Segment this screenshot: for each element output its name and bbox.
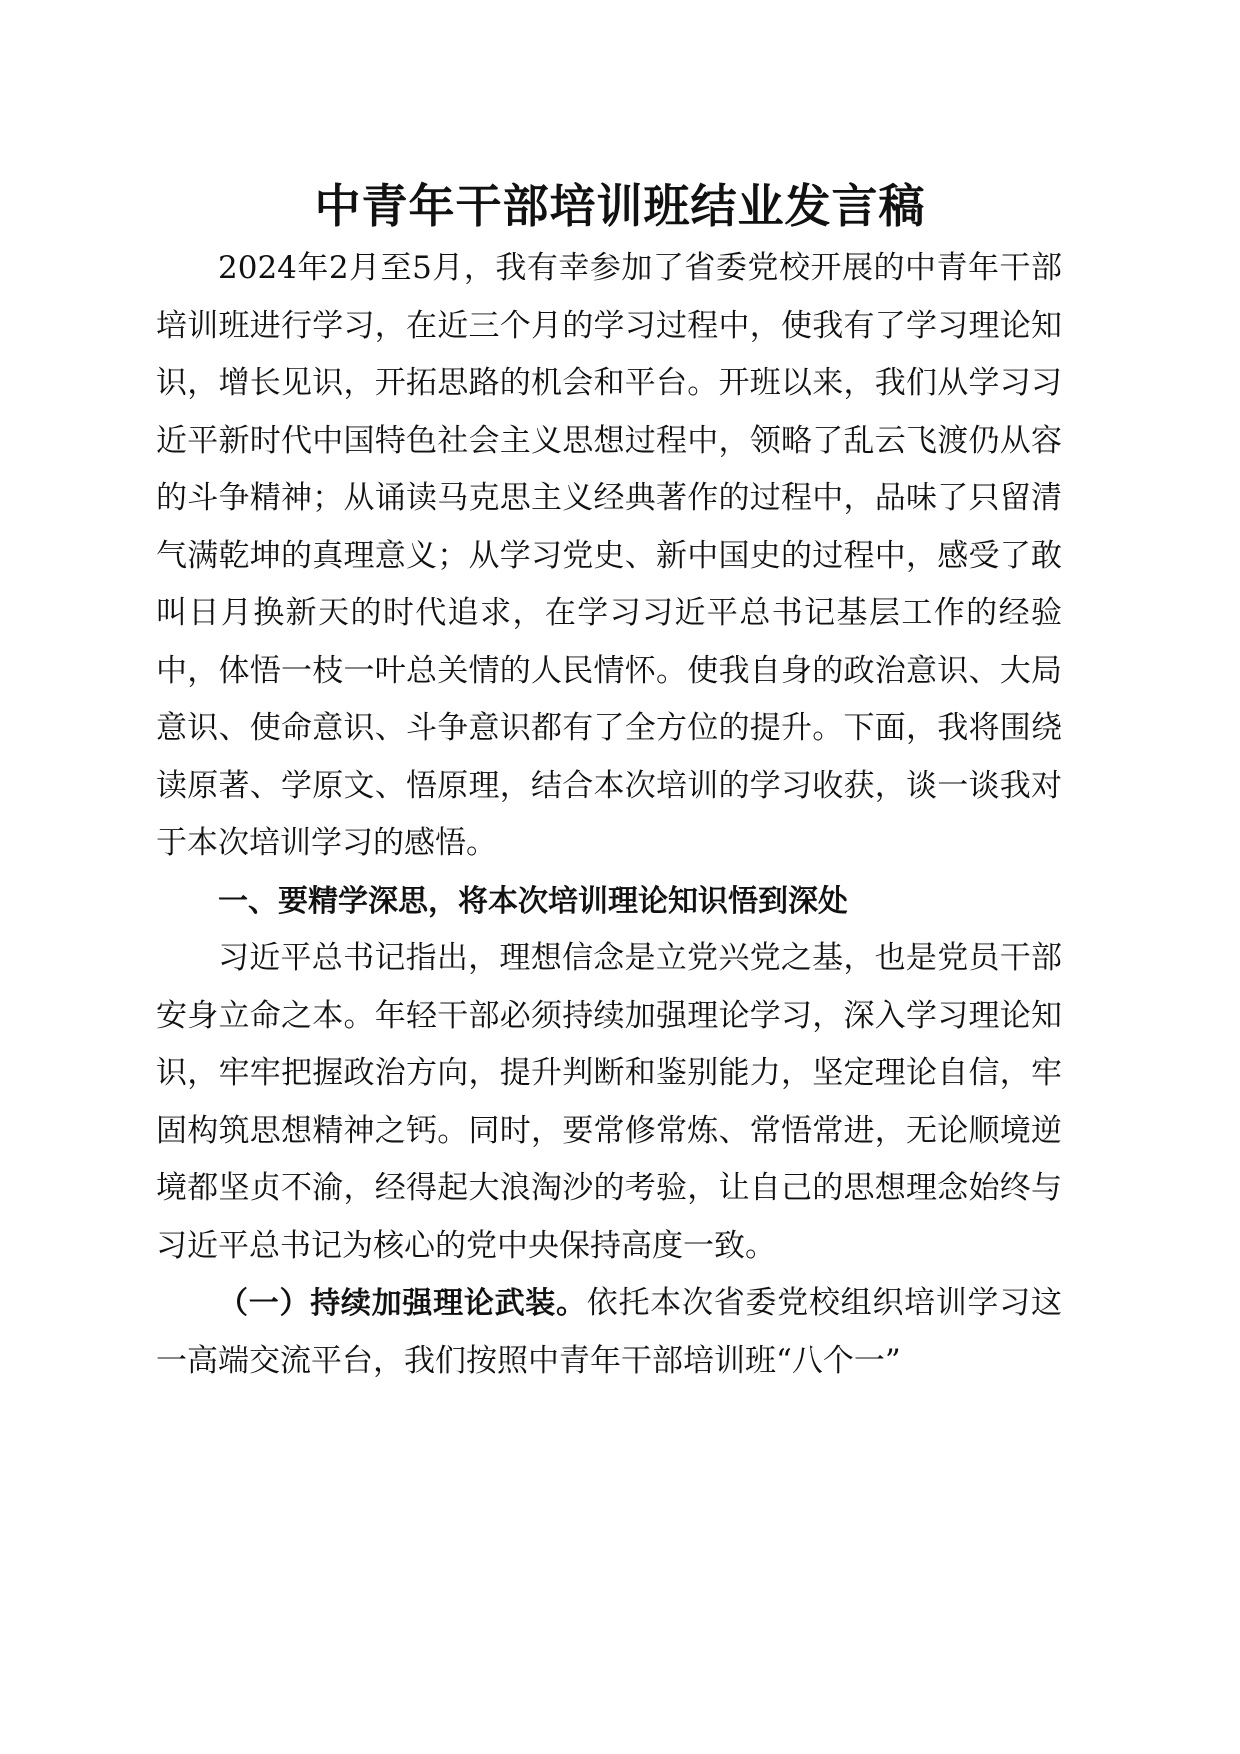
section-one-paragraph: 习近平总书记指出，理想信念是立党兴党之基，也是党员干部安身立命之本。年轻干部必须持续加强理论学习，深入学习理论知识，牢牢把握政治方向，提升判断和鉴别能力，坚定理论自信，牢固构筑思想精神之钙。同时，要常修常炼、常悟常进，无论顺境逆境都坚贞不渝，经得起大浪淘沙的考验，让自己的思想理念始终与习近平总书记为核心的党中央保持高度一致。 bbox=[156, 940, 1062, 1264]
document-title: 中青年干部培训班结业发言稿 bbox=[314, 179, 926, 233]
document-body bbox=[156, 240, 1062, 1390]
subsection-one-heading: （一）持续加强理论武装。 bbox=[218, 1286, 587, 1321]
intro-paragraph: 2024年2月至5月，我有幸参加了省委党校开展的中青年干部培训班进行学习，在近三个月的学习过程中，使我有了学习理论知识，增长见识，开拓思路的机会和平台。开班以来，我们从学习习近平新时代中国特色社会主义思想过程中，领略了乱云飞渡仍从容的斗争精神；从诵读马克思主义经典著作的过程中，品味了只留清气满乾坤的真理意义；从学习党史、新中国史的过程中，感受了敢叫日月换新天的时代追求，在学习习近平总书记基层工作的经验中，体悟一枝一叶总关情的人民情怀。使我自身的政治意识、大局意识、使命意识、斗争意识都有了全方位的提升。下面，我将围绕读原著、学原文、悟原理，结合本次培训的学习收获，谈一谈我对于本次培训学习的感悟。 bbox=[156, 250, 1062, 861]
subsection-one-paragraph bbox=[156, 1275, 1062, 1390]
subsection-one-text: 依托本次省委党校组织培训学习这一高端交流平台，我们按照中青年干部培训班“八个一” bbox=[156, 1285, 1063, 1379]
section-one-heading: 一、要精学深思，将本次培训理论知识悟到深处 bbox=[218, 883, 848, 919]
